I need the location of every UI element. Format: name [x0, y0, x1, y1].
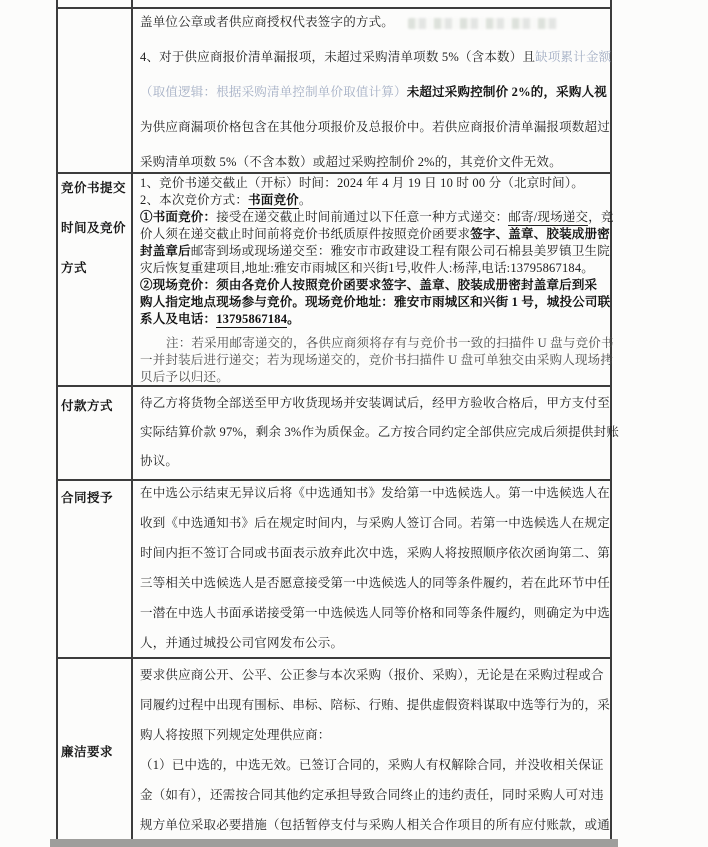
row-content-contract-award — [140, 484, 610, 664]
text-segment: 协议。 — [140, 454, 179, 468]
text-segment: 购人将按照下列规定处理供应商： — [140, 728, 331, 742]
table-border-right — [610, 0, 612, 840]
text-line — [140, 243, 610, 260]
text-line — [140, 294, 610, 311]
text-line — [140, 48, 610, 83]
text-segment: 缺项累计金额 — [535, 50, 612, 64]
text-line — [140, 13, 610, 48]
text-segment: 金（如有），还需按合同其他约定承担导致合同终止的违约责任，同时采购人可对违 — [140, 788, 604, 802]
row-label-line: 竞价书提交 — [61, 181, 127, 195]
text-line — [140, 726, 610, 756]
text-segment: 系人及电话： — [140, 312, 217, 326]
text-line — [140, 634, 610, 664]
text-segment: 采购清单项数 5%（不含本数）或超过采购控制价 2%的，其竞价文件无效。 — [140, 155, 562, 169]
text-segment: 邮寄到场或现场递交至：雅安市市政建设工程有限公司石棉县美罗镇卫生院 — [190, 244, 610, 258]
text-segment: 要求供应商公开、公平、公正参与本次采购（报价、采购），无论是在采购过程或合 — [140, 668, 604, 682]
row-label-line: 廉洁要求 — [61, 745, 114, 759]
text-line — [140, 786, 610, 816]
text-segment: 在中选公示结束无异议后将《中选通知书》发给第一中选候选人。第一中选候选人在 — [140, 486, 610, 500]
text-segment: 同履约过程中出现有围标、串标、陪标、行贿、提供虚假资料谋取中选等行为的，采 — [140, 698, 610, 712]
text-segment: 人，并通过城投公司官网发布公示。 — [140, 636, 344, 650]
text-line — [140, 696, 610, 726]
table-column-divider — [131, 0, 133, 840]
text-segment: 时间内拒不签订合同或书面表示放弃此次中选，采购人将按照顺序依次函询第二、第 — [140, 546, 610, 560]
text-line — [140, 369, 610, 386]
text-segment: ②现场竞价： — [140, 278, 217, 292]
text-segment: 灾后恢复重建项目,地址:雅安市雨城区和兴街1号,收件人:杨萍,电话:13795867184。 — [140, 261, 594, 275]
row-label-line: 合同授予 — [61, 491, 114, 505]
text-segment: 价人须在递交截止时间前将竞价书纸质原件按照竞价函要求 — [140, 227, 471, 241]
text-segment: 4、对于供应商报价清单漏报项，未超过采购清单项数 5%（含本数）且 — [140, 50, 536, 64]
text-line — [140, 335, 614, 352]
text-segment: 13795867184 — [216, 312, 288, 326]
row-label-line: 方式 — [61, 261, 88, 275]
row-label-line: 时间及竞价 — [61, 221, 127, 235]
table-row-border — [56, 7, 612, 9]
text-line — [140, 604, 610, 634]
text-segment: 签字、盖章、胶装成册密 — [470, 227, 610, 241]
text-segment: 接受在递交截止时间前通过以下任意一种方式递交： — [216, 210, 509, 224]
text-line — [140, 277, 610, 294]
text-segment: 待乙方将货物全部送至甲方收货现场并安装调试后，经甲方验收合格后，甲方支付至 — [140, 396, 610, 410]
text-segment: 贝后予以归还。 — [140, 370, 229, 384]
text-segment: 2、本次竞价方式： — [140, 193, 249, 207]
text-segment: 邮寄/现场递交 — [508, 210, 589, 224]
text-line — [140, 209, 614, 226]
text-segment: 注：若采用邮寄递交的，各供应商须将存有与竞价书一致的扫描件 U 盘与竞价书 — [166, 336, 614, 350]
text-segment: （取值逻辑：根据采购清单控制单价取值计算） — [140, 85, 407, 99]
row-content-integrity-requirements — [140, 666, 610, 846]
text-line — [140, 83, 610, 118]
row-content-submission-time-and-method — [140, 175, 614, 386]
text-segment: 盖单位公章或者供应商授权代表签字的方式。 — [140, 15, 395, 29]
text-segment: 三等相关中选候选人是否愿意接受第一中选候选人的同等条件履约，若在此环节中任 — [140, 576, 610, 590]
text-segment: 封盖章后 — [140, 244, 191, 258]
text-line — [140, 352, 614, 369]
text-line — [140, 118, 610, 153]
text-line — [140, 544, 610, 574]
text-segment: 1、竞价书递交截止（开标）时间：2024 年 4 月 19 日 10 时 00 分（北京时间）。 — [140, 176, 584, 190]
text-line — [140, 394, 610, 423]
text-segment: 一潜在中选人书面承诺接受第一中选候选人同等价格和同等条件履约，则确定为中选 — [140, 606, 610, 620]
text-segment: ，竞 — [588, 210, 614, 224]
row-label-line: 付款方式 — [61, 399, 114, 413]
text-line — [140, 311, 610, 328]
text-line — [140, 484, 610, 514]
row-label-payment-method — [61, 398, 131, 438]
text-segment: 签字、盖章、胶装成册密封盖章 — [381, 278, 560, 292]
text-line — [140, 666, 610, 696]
text-line — [140, 452, 610, 481]
row-label-submission-time-and-method — [61, 180, 131, 300]
text-segment: 为供应商漏项价格包含在其他分项报价及总报价中。若供应商报价清单漏报项数超过 — [140, 120, 610, 134]
text-line — [140, 260, 610, 277]
table-border-left — [56, 0, 58, 840]
text-segment: 。 — [287, 312, 300, 326]
text-segment: 未超过采购控制价 2%的，采购人视 — [406, 85, 607, 99]
row-content-previous-row-continuation — [140, 13, 610, 188]
text-line — [140, 192, 610, 209]
row-label-integrity-requirements — [61, 744, 131, 784]
text-segment: 后到采 — [559, 278, 598, 292]
text-line — [140, 574, 610, 604]
text-line — [140, 175, 610, 192]
text-segment: 须由各竞价人按照竞价函要求 — [216, 278, 382, 292]
text-segment: 购人指定地点现场参与竞价。现场竞价地址：雅安市雨城区和兴街 1 号，城投公司联 — [140, 295, 611, 309]
faint-scan-smudge — [408, 18, 558, 29]
text-line — [140, 514, 610, 544]
text-segment: ①书面竞价： — [140, 210, 217, 224]
row-label-contract-award — [61, 490, 131, 530]
text-segment: 。 — [298, 193, 312, 207]
text-segment: 一并封装后进行递交；若为现场递交的，竞价书扫描件 U 盘可单独交由采购人现场拷 — [140, 353, 614, 367]
text-segment: 收到《中选通知书》后在规定时间内，与采购人签订合同。若第一中选候选人在规定 — [140, 516, 610, 530]
text-line — [140, 226, 610, 243]
text-segment: （1）已中选的，中选无效。已签订合同的，采购人有权解除合同，并没收相关保证 — [140, 758, 604, 772]
row-content-payment-method — [140, 394, 620, 481]
text-segment: 实际结算价款 97%，剩余 3%作为质保金。乙方按合同约定全部供应完成后须提供封账 — [140, 425, 620, 439]
text-line — [140, 423, 620, 452]
text-line — [140, 756, 610, 786]
text-segment: 规方单位采取必要措施（包括暂停支付与采购人相关合作项目的所有应付账款，或通 — [140, 818, 610, 832]
text-segment: 书面竞价 — [248, 193, 299, 207]
page-bottom-scan-band — [50, 839, 618, 847]
